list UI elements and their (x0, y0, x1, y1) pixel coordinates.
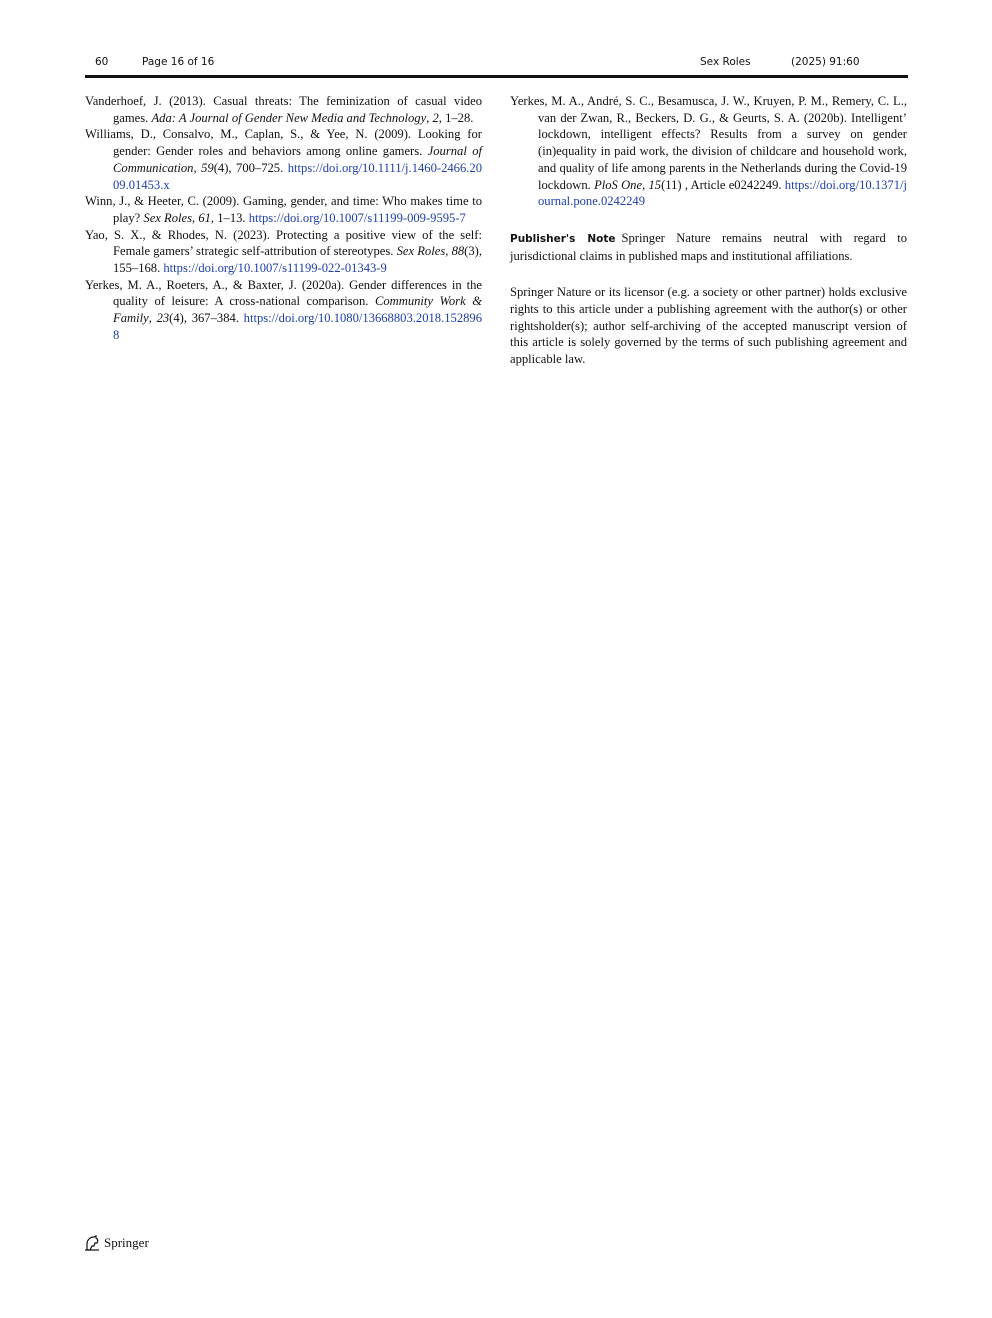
left-column (85, 93, 482, 344)
publishers-note-label: Publisher's Note (510, 232, 616, 245)
reference-item: Winn, J., & Heeter, C. (2009). Gaming, gender, and time: Who makes time to play? Sex Roles, 61, 1–13. https://doi.org/10.1007/s11199-009-9595-7 (85, 194, 482, 225)
reference-item: Williams, D., Consalvo, M., Caplan, S., & Yee, N. (2009). Looking for gender: Gender roles and behaviors among online gamers. Journal of Communication, 59(4), 700–725. https://doi.org/10.1111/j.1460-2466.2009.01453.x (85, 127, 483, 192)
header-rule (85, 75, 908, 78)
publishers-note (510, 230, 907, 264)
doi-link[interactable]: https://doi.org/10.1007/s11199-022-01343-9 (163, 261, 387, 276)
journal-name: Sex Roles (700, 56, 751, 68)
doi-link[interactable]: https://doi.org/10.1007/s11199-009-9595-7 (248, 210, 466, 225)
publisher-footer (84, 1235, 149, 1251)
doi-link[interactable]: https://doi.org/10.1371/journal.pone.0242249 (538, 177, 907, 209)
reference-item: Yao, S. X., & Rhodes, N. (2023). Protecting a positive view of the self: Female gamers’ strategic self-attribution of stereotypes. Sex Roles, 88(3), 155–168. https://doi.org/10.1007/s11199-022-01343-9 (85, 227, 482, 276)
rights-statement: Springer Nature or its licensor (e.g. a society or other partner) holds exclusive rights to this article under a publishing agreement with the author(s) or other rightsholder(s); author self-archiving of the accepted manuscript version of this article is solely governed by the terms of such publishing agreement and applicable law. (510, 285, 907, 367)
right-column (510, 93, 907, 368)
doi-link[interactable]: https://doi.org/10.1111/j.1460-2466.2009.01453.x (113, 160, 483, 192)
publishers-note-text: Springer Nature remains neutral with regard to jurisdictional claims in published maps and institutional affiliations. (510, 230, 908, 263)
reference-item: Yerkes, M. A., Roeters, A., & Baxter, J. (2020a). Gender differences in the quality of leisure: A cross-national comparison. Community Work & Family, 23(4), 367–384. https://doi.org/10.1080/13668803.2018.1528968 (85, 277, 483, 342)
page-of: Page 16 of 16 (142, 56, 215, 68)
reference-item: Yerkes, M. A., André, S. C., Besamusca, J. W., Kruyen, P. M., Remery, C. L., van der Zwan, R., Beckers, D. G., & Geurts, S. A. (2020b). Intelligent’ lockdown, intelligent effects? Results from a survey on gender (in)equality in paid work, the division of childcare and household work, and quality of life among parents in the Netherlands during the Covid-19 lockdown. PloS One, 15(11) , Article e0242249. https://doi.org/10.1371/journal.pone.0242249 (510, 94, 907, 209)
doi-link[interactable]: https://doi.org/10.1080/13668803.2018.1528968 (113, 311, 483, 342)
running-header (85, 54, 908, 72)
publisher-name: Springer (104, 1235, 149, 1250)
page-number: 60 (95, 56, 109, 68)
reference-item: Vanderhoef, J. (2013). Casual threats: The feminization of casual video games. Ada: A Journal of Gender New Media and Technology, 2, 1–28. (85, 94, 482, 125)
article-citation: (2025) 91:60 (791, 56, 860, 68)
springer-horse-icon (84, 1235, 100, 1251)
